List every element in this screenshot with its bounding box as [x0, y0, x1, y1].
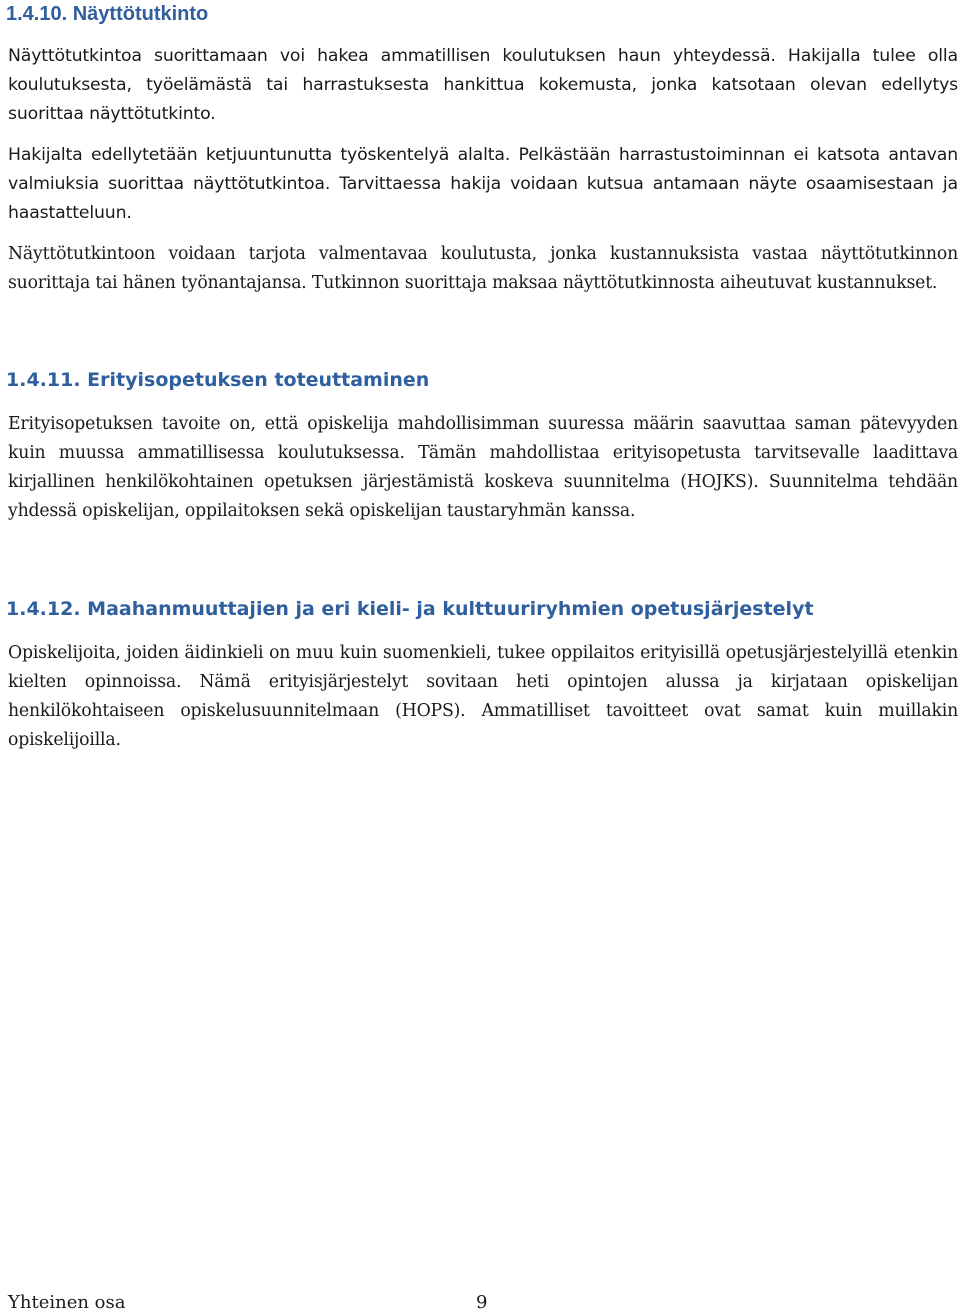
section-heading	[6, 0, 208, 28]
section-heading	[6, 366, 429, 394]
footer-label: Yhteinen osa	[8, 1292, 126, 1313]
section-title: Näyttötutkinto	[72, 3, 209, 25]
section-number: 1.4.12.	[6, 598, 81, 620]
paragraph: Opiskelijoita, joiden äidinkieli on muu kuin suomenkieli, tukee oppilaitos erityisillä opetusjärjestelyillä etenkin kielten opinnoissa. Nämä erityisjärjestelyt sovitaan heti opintojen alussa ja kirjataan opiskelijan henkilökohtaiseen opiskelusuunnitelmaan (HOPS). Ammatilliset tavoitteet ovat samat kuin muillakin opiskelijoilla.	[8, 643, 958, 750]
section-number: 1.4.11.	[6, 369, 81, 391]
section-heading	[6, 595, 814, 623]
page-number: 9	[476, 1292, 488, 1313]
section-title: Maahanmuuttajien ja eri kieli- ja kulttuuriryhmien opetusjärjestelyt	[87, 598, 814, 620]
paragraph: Näyttötutkintoa suorittamaan voi hakea ammatillisen koulutuksen haun yhteydessä. Hakijalla tulee olla koulutuksesta, työelämästä tai harrastuksesta hankittua kokemusta, jonka katsotaan olevan edellytys suorittaa näyttötutkinto.	[8, 46, 958, 124]
section-title: Erityisopetuksen toteuttaminen	[87, 369, 430, 391]
page-footer	[8, 1291, 508, 1315]
paragraph: Erityisopetuksen tavoite on, että opiskelija mahdollisimman suuressa määrin saavuttaa saman pätevyyden kuin muussa ammatillisessa koulutuksessa. Tämän mahdollistaa erityisopetusta tarvitsevalle laadittava kirjallinen henkilökohtainen opetuksen järjestämistä koskeva suunnitelma (HOJKS). Suunnitelma tehdään yhdessä opiskelijan, oppilaitoksen sekä opiskelijan taustaryhmän kanssa.	[8, 414, 958, 521]
paragraph: Hakijalta edellytetään ketjuuntunutta työskentelyä alalta. Pelkästään harrastustoiminnan ei katsota antavan valmiuksia suorittaa näyttötutkintoa. Tarvittaessa hakija voidaan kutsua antamaan näyte osaamisestaan ja haastatteluun.	[8, 145, 958, 223]
section-number: 1.4.10.	[6, 3, 68, 25]
paragraph: Näyttötutkintoon voidaan tarjota valmentavaa koulutusta, jonka kustannuksista vastaa näyttötutkinnon suorittaja tai hänen työnantajansa. Tutkinnon suorittaja maksaa näyttötutkinnosta aiheutuvat kustannukset.	[8, 244, 958, 293]
